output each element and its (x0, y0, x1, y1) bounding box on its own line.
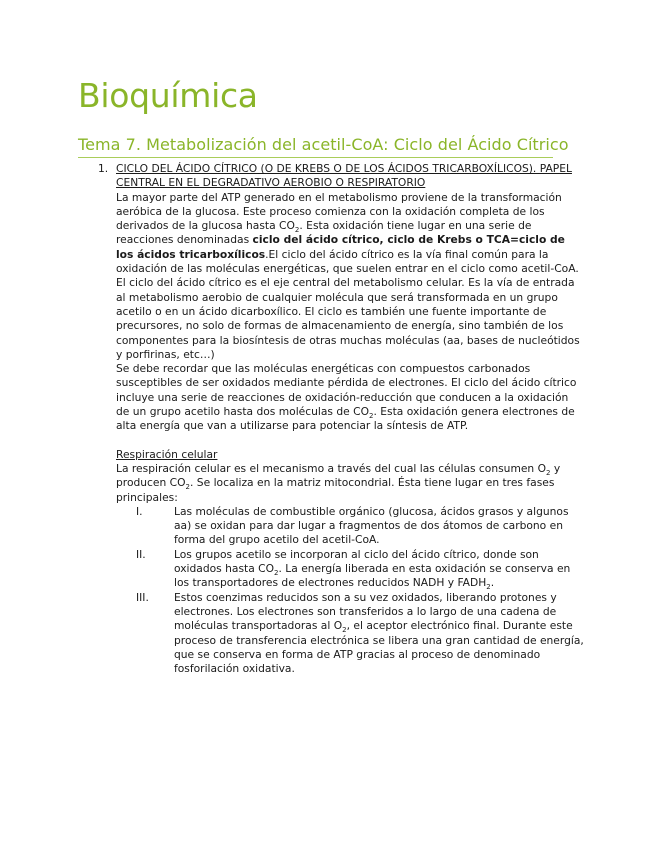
list-item-text: Estos coenzimas reducidos son a su vez oxidados, liberando protones y electrones. Los electrones son transferidos a lo largo de una cadena de moléculas transportadoras al $O_2$, el aceptor electrónico final. Durante este proceso de transferencia electrónica se libera una gran cantidad de energía, que se conserva en forma de ATP gracias al proceso de denominado fosforilación oxidativa. (174, 590, 584, 676)
list-item-number: I. (136, 504, 143, 518)
document-body (98, 162, 584, 676)
section-heading: Tema 7. Metabolización del acetil-CoA: Ciclo del Ácido Cítrico (78, 135, 569, 154)
paragraph-central-axis: El ciclo del ácido cítrico es el eje central del metabolismo celular. Es la vía de entrada al metabolismo aerobio de cualquier molécula que será transformada en un grupo acetilo o en un ácido dicarboxílico. El ciclo es también une fuente importante de precursores, no solo de formas de almacenamiento de energía, sino también de los componentes para la biosíntesis de otras muchas moléculas (aa, bases de nucleótidos y porfirinas, etc…) (116, 276, 580, 361)
paragraph-oxidation: Se debe recordar que las moléculas energéticas con compuestos carbonados susceptibles de ser oxidados mediante pérdida de electrones. El ciclo del ácido cítrico incluye una serie de reacciones de oxidación-reducción que conducen a la oxidación de un grupo acetilo hasta dos moléculas de $CO_2$. Esta oxidación genera electrones de alta energía que van a utilizarse para potenciar la síntesis de ATP. (116, 362, 577, 433)
phases-list (136, 505, 584, 677)
list-item (136, 505, 584, 548)
item-title: CICLO DEL ÁCIDO CÍTRICO (O DE KREBS O DE LOS ÁCIDOS TRICARBOXÍLICOS). PAPEL CENTRAL EN EL DEGRADATIVO AEROBIO O RESPIRATORIO (116, 162, 572, 190)
list-item-number: III. (136, 590, 149, 604)
paragraph-atp: La mayor parte del ATP generado en el metabolismo proviene de la transformación aeróbica de la glucosa. Este proceso comienza con la oxidación completa de los derivados de la glucosa hasta $CO_2$. Esta oxidación tiene lugar en una serie de reacciones denominadas ciclo del ácido cítrico, ciclo de Krebs o TCA=ciclo de los ácidos tricarboxílicos.El ciclo del ácido cítrico es la vía final común para la oxidación de las moléculas energéticas, que suelen entrar en el ciclo como acetil-CoA. (116, 190, 579, 276)
numbered-item-1 (98, 162, 584, 191)
page-title: Bioquímica (78, 76, 258, 115)
list-item (136, 548, 584, 591)
item-number: 1. (98, 162, 109, 175)
list-item-text: Las moléculas de combustible orgánico (glucosa, ácidos grasos y algunos aa) se oxidan para dar lugar a fragmentos de dos átomos de carbono en forma del grupo acetilo del acetil-CoA. (174, 504, 569, 547)
paragraph-respiration-intro: La respiración celular es el mecanismo a través del cual las células consumen $O_2$ y producen $CO_2$. Se localiza en la matriz mitocondrial. Ésta tiene lugar en tres fases principales: (116, 461, 561, 504)
subheading-respiracion: Respiración celular (116, 447, 218, 461)
list-item-number: II. (136, 547, 146, 561)
heading-divider (78, 157, 553, 158)
list-item-text: Los grupos acetilo se incorporan al ciclo del ácido cítrico, donde son oxidados hasta $CO_2$. La energía liberada en esta oxidación se conserva en los transportadores de electrones reducidos NADH y $FADH_2$. (174, 547, 571, 592)
item-1-body (116, 191, 584, 677)
bold-term: ciclo del ácido cítrico, ciclo de Krebs o TCA=ciclo de los ácidos tricarboxílicos (116, 233, 565, 261)
list-item (136, 591, 584, 677)
